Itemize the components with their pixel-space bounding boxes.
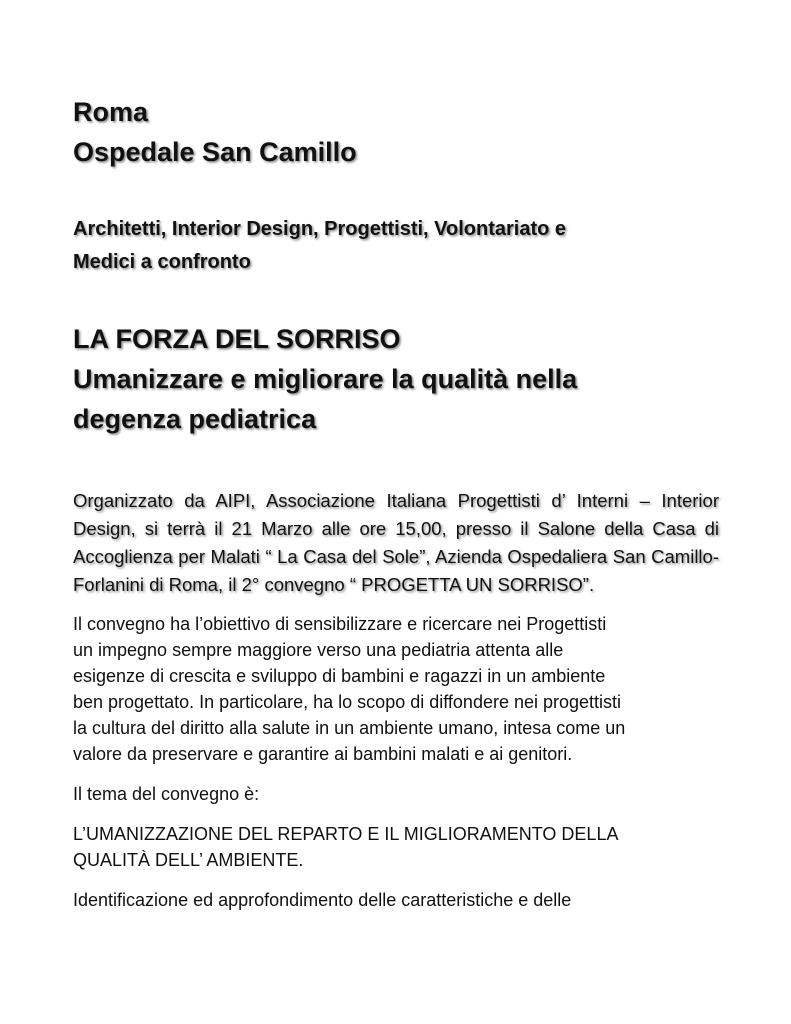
theme-line: QUALITÀ DELL’ AMBIENTE. (73, 850, 304, 870)
objective-line: un impegno sempre maggiore verso una pediatria attenta alle (73, 640, 564, 660)
objective-line: Il convegno ha l’obiettivo di sensibilizzare e ricercare nei Progettisti (73, 614, 607, 634)
event-title-line-3: degenza pediatrica (73, 404, 317, 434)
subheading-line-1: Architetti, Interior Design, Progettisti, Volontariato e (73, 218, 567, 240)
event-title-line-1: LA FORZA DEL SORRISO (73, 324, 401, 354)
subheading-line-2: Medici a confronto (73, 251, 251, 273)
event-title (73, 319, 719, 439)
venue-heading: Ospedale San Camillo (73, 137, 357, 167)
objective-line: ben progettato. In particolare, ha lo scopo di diffondere nei progettisti (73, 692, 622, 712)
objective-paragraph (73, 611, 719, 767)
document-page (73, 92, 719, 913)
objective-line: la cultura del diritto alla salute in un ambiente umano, intesa come un (73, 718, 626, 738)
intro-paragraph: Organizzato da AIPI, Associazione Italiana Progettisti d’ Interni – Interior Design, si terrà il 21 Marzo alle ore 15,00, presso il Salone della Casa di Accoglienza per Malati “ La Casa del Sole”, Azienda Ospedaliera San Camillo-Forlanini di Roma, il 2° convegno “ PROGETTA UN SORRISO”. (73, 490, 719, 595)
subheading (73, 213, 719, 279)
objective-line: valore da preservare e garantire ai bambini malati e ai genitori. (73, 744, 573, 764)
objective-line: esigenze di crescita e sviluppo di bambini e ragazzi in un ambiente (73, 666, 606, 686)
event-title-line-2: Umanizzare e migliorare la qualità nella (73, 364, 578, 394)
theme-paragraph (73, 821, 719, 873)
header-block (73, 92, 719, 172)
identification-paragraph: Identificazione ed approfondimento delle caratteristiche e delle (73, 890, 572, 910)
theme-line: L’UMANIZZAZIONE DEL REPARTO E IL MIGLIORAMENTO DELLA (73, 824, 619, 844)
city-heading: Roma (73, 97, 149, 127)
theme-intro-paragraph: Il tema del convegno è: (73, 784, 260, 804)
